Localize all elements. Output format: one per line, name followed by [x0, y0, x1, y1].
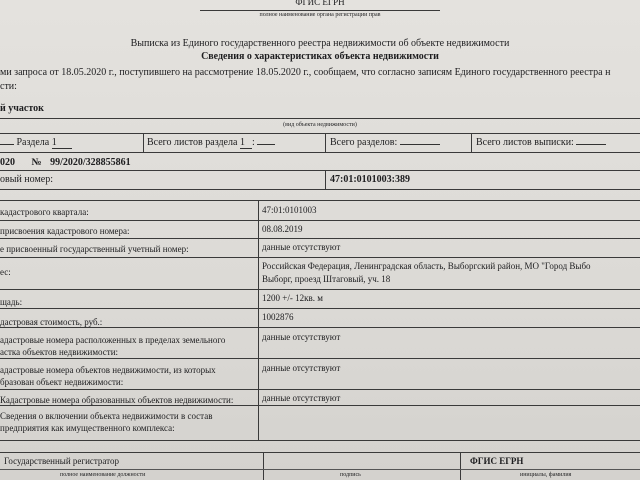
cadastral-value: 47:01:0101003:389 [330, 174, 410, 185]
row-date-value: 08.08.2019 [262, 224, 303, 234]
sheet-label: Раздела 1 [0, 137, 72, 149]
org-name: ФГИС ЕГРН [295, 0, 345, 7]
row-prev-number-value: данные отсутствуют [262, 242, 341, 252]
row-quarter-value: 47:01:0101003 [262, 205, 317, 215]
row-prev-number-label: е присвоенный государственный учетный номер: [0, 244, 189, 254]
total-section-value: 1 [240, 137, 252, 149]
total-extract: Всего листов выписки: [476, 137, 606, 148]
row-within-label-2: астка объектов недвижимости: [0, 347, 119, 357]
row-formed-value: данные отсутствуют [262, 393, 341, 403]
total-sections-value [400, 144, 440, 145]
row-area-value: 1200 +/- 12кв. м [262, 293, 323, 303]
row-complex-label-2: предприятия как имущественного комплекса: [0, 423, 175, 433]
row-source-label: адастровые номера объектов недвижимости, из которых [0, 365, 216, 375]
registrar-label: Государственный регистратор [4, 456, 120, 466]
initials-caption: инициалы, фамилия [520, 472, 572, 478]
document-title: Выписка из Единого государственного реестра недвижимости об объекте недвижимости [130, 38, 510, 49]
row-within-value: данные отсутствуют [262, 332, 341, 342]
row-source-value: данные отсутствуют [262, 363, 341, 373]
row-address-value: Российская Федерация, Ленинградская область, Выборгский район, МО "Город Выбо [262, 261, 591, 271]
total-section: Всего листов раздела 1 : [147, 137, 275, 149]
request-text: ми запроса от 18.05.2020 г., поступившего на рассмотрение 18.05.2020 г., сообщаем, что согласно записям Единого государственного реестра н [0, 67, 611, 78]
object-type-caption: (вид объекта недвижимости) [283, 122, 357, 128]
position-caption: полное наименование должности [60, 472, 146, 478]
record-number: 020 № 99/2020/328855861 [0, 157, 131, 168]
row-cost-value: 1002876 [262, 312, 294, 322]
row-address-value-2: Выборг, проезд Штаговый, уч. 18 [262, 274, 391, 284]
total-extract-value [576, 144, 606, 145]
cadastral-label: овый номер: [0, 174, 53, 185]
row-within-label: адастровые номера расположенных в пределах земельного [0, 335, 226, 345]
row-quarter-label: кадастрового квартала: [0, 207, 89, 217]
row-formed-label: Кадастровые номера образованных объектов недвижимости: [0, 395, 234, 405]
row-cost-label: дастровая стоимость, руб.: [0, 317, 103, 327]
object-type: й участок [0, 103, 44, 114]
registrar-org: ФГИС ЕГРН [470, 456, 524, 466]
sheet-value: 1 [52, 137, 72, 149]
org-caption: полное наименование органа регистрации прав [259, 12, 381, 18]
row-source-label-2: бразован объект недвижимости: [0, 377, 124, 387]
sign-caption: подпись [340, 472, 361, 478]
total-sections: Всего разделов: [330, 137, 440, 148]
request-text-2: сти: [0, 81, 17, 92]
document-subtitle: Сведения о характеристиках объекта недвижимости [201, 51, 439, 62]
row-date-label: присвоения кадастрового номера: [0, 226, 130, 236]
row-address-label: ес: [0, 267, 11, 277]
row-complex-label: Сведения о включении объекта недвижимости в состав [0, 411, 213, 421]
row-area-label: щадь: [0, 297, 23, 307]
